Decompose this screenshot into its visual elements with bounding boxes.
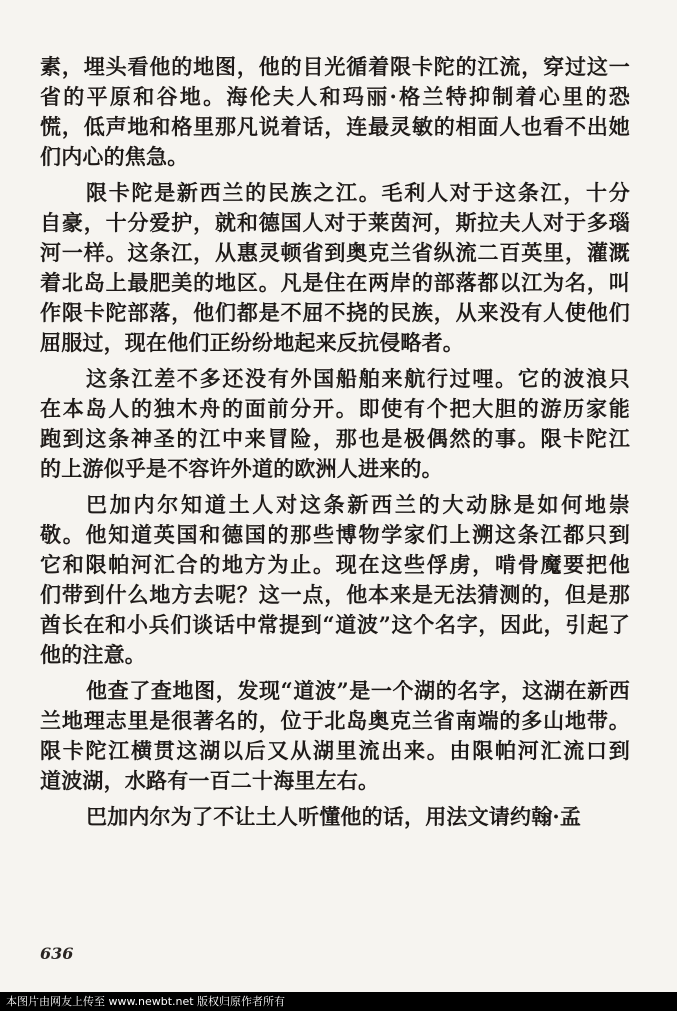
text-body (40, 52, 630, 832)
paragraph (40, 802, 630, 832)
text-line: 酋长在和小兵们谈话中常提到“道波”这个名字，因此，引起了 (40, 612, 630, 637)
text-line: 兰地理志里是很著名的，位于北岛奥克兰省南端的多山地带。 (40, 708, 630, 733)
text-line: 限卡陀江横贯这湖以后又从湖里流出来。由限帕河汇流口到 (40, 738, 630, 763)
text-line: 他查了查地图，发现“道波”是一个湖的名字，这湖在新西 (86, 678, 630, 703)
text-line: 它和限帕河汇合的地方为止。现在这些俘虏，啃骨魔要把他 (40, 552, 630, 577)
paragraph (40, 52, 630, 172)
text-line: 们带到什么地方去呢？这一点，他本来是无法猜测的，但是那 (40, 582, 630, 607)
text-line: 河一样。这条江，从惠灵顿省到奥克兰省纵流二百英里，灌溉 (40, 240, 630, 265)
text-line: 屈服过，现在他们正纷纷地起来反抗侵略者。 (40, 330, 464, 355)
text-line: 省的平原和谷地。海伦夫人和玛丽·格兰特抑制着心里的恐 (40, 84, 630, 109)
text-line: 素，埋头看他的地图，他的目光循着限卡陀的江流，穿过这一 (40, 54, 630, 79)
paragraph (40, 364, 630, 484)
text-line: 敬。他知道英国和德国的那些博物学家们上溯这条江都只到 (40, 522, 630, 547)
text-line: 慌，低声地和格里那凡说着话，连最灵敏的相面人也看不出她 (40, 114, 630, 139)
paragraph (40, 676, 630, 796)
text-line: 的上游似乎是不容许外道的欧洲人进来的。 (40, 456, 443, 481)
text-line: 限卡陀是新西兰的民族之江。毛利人对于这条江，十分 (86, 180, 630, 205)
watermark-footer: 本图片由网友上传至 www.newbt.net 版权归原作者所有 (0, 992, 677, 1011)
paragraph (40, 490, 630, 670)
text-line: 跑到这条神圣的江中来冒险，那也是极偶然的事。限卡陀江 (40, 426, 630, 451)
text-line: 他的注意。 (40, 642, 146, 667)
text-line: 巴加内尔为了不让土人听懂他的话，用法文请约翰·孟 (86, 804, 582, 829)
text-line: 巴加内尔知道土人对这条新西兰的大动脉是如何地崇 (86, 492, 630, 517)
text-line: 们内心的焦急。 (40, 144, 189, 169)
text-line: 这条江差不多还没有外国船舶来航行过哩。它的波浪只 (86, 366, 630, 391)
text-line: 道波湖，水路有一百二十海里左右。 (40, 768, 380, 793)
paragraph (40, 178, 630, 358)
text-line: 自豪，十分爱护，就和德国人对于莱茵河，斯拉夫人对于多瑙 (40, 210, 630, 235)
text-line: 着北岛上最肥美的地区。凡是住在两岸的部落都以江为名，叫 (40, 270, 630, 295)
page-number: 636 (40, 944, 74, 963)
text-line: 在本岛人的独木舟的面前分开。即使有个把大胆的游历家能 (40, 396, 630, 421)
text-line: 作限卡陀部落，他们都是不屈不挠的民族，从来没有人使他们 (40, 300, 630, 325)
